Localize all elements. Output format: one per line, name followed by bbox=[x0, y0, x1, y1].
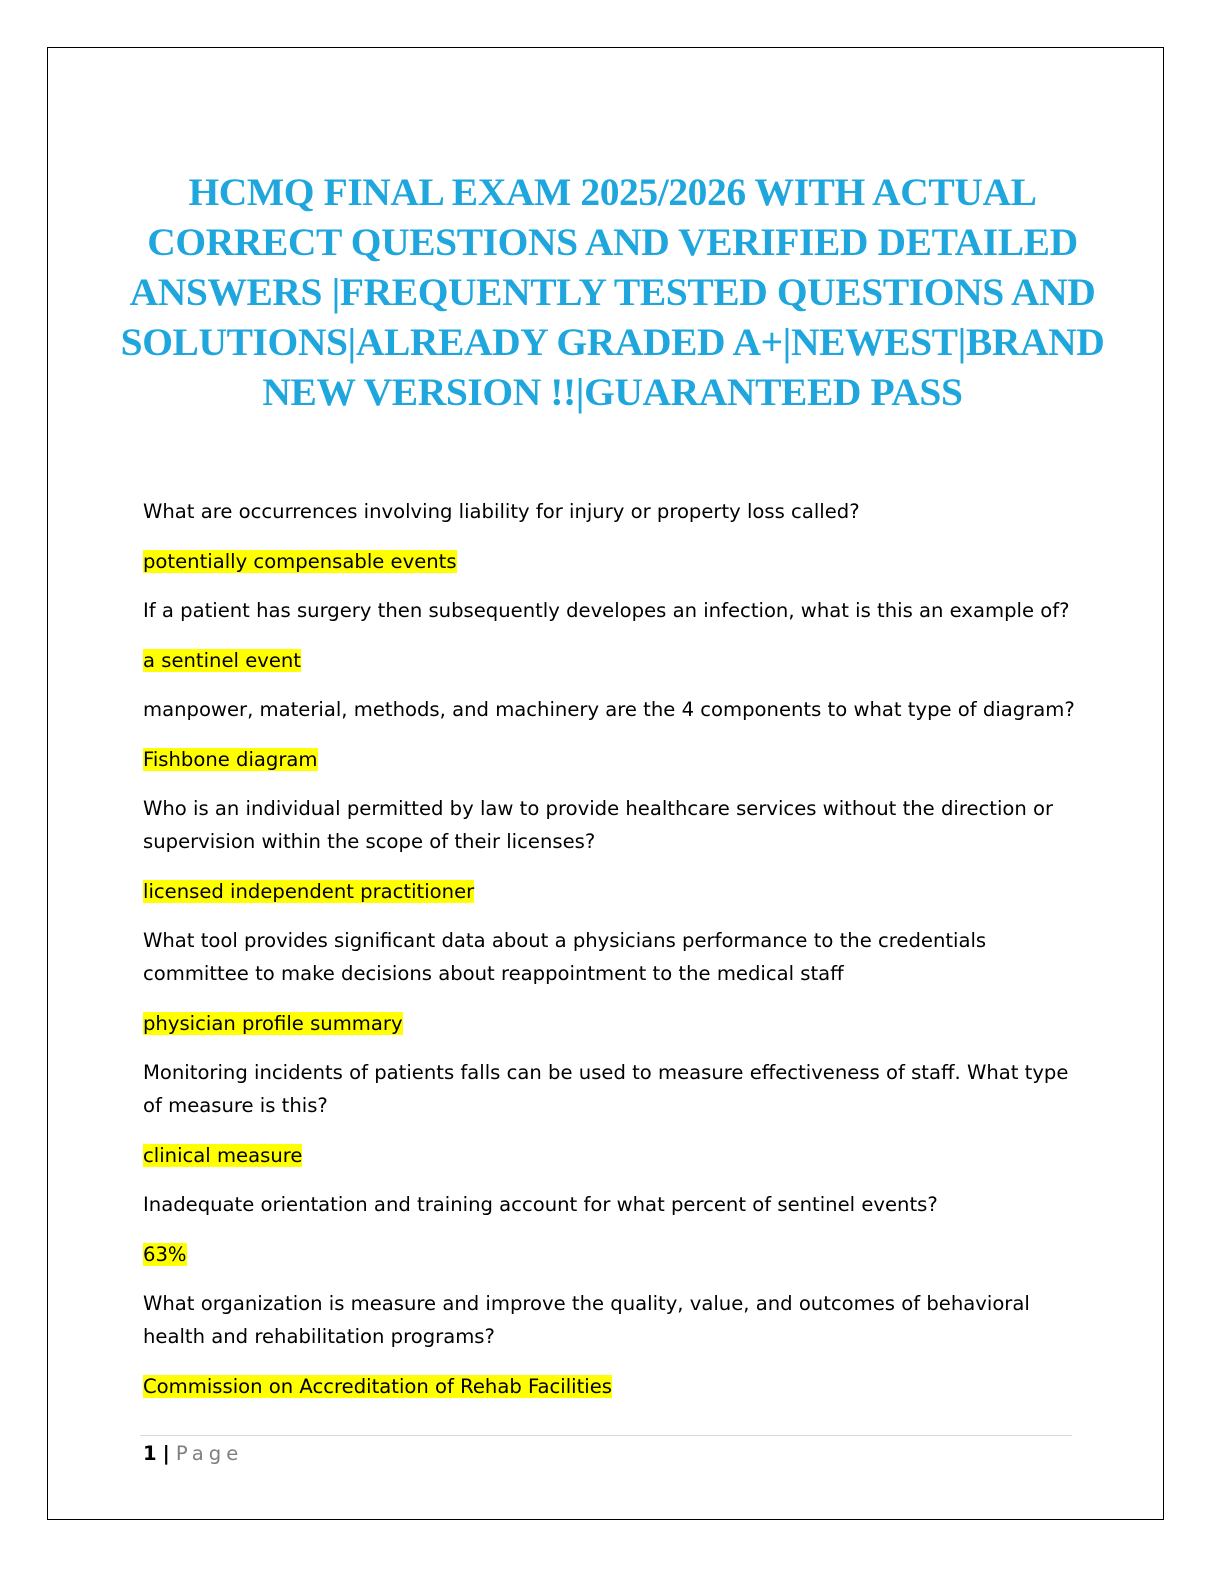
page-footer bbox=[143, 1440, 243, 1468]
answer-3 bbox=[143, 743, 1078, 776]
answer-2-highlight: a sentinel event bbox=[143, 648, 301, 672]
answer-1-highlight: potentially compensable events bbox=[143, 549, 457, 573]
page-number: 1 bbox=[143, 1442, 157, 1465]
answer-6-highlight: clinical measure bbox=[143, 1143, 303, 1167]
question-6: Monitoring incidents of patients falls can be used to measure effectiveness of staff. What type of measure is this? bbox=[143, 1061, 1069, 1117]
answer-5-highlight: physician profile summary bbox=[143, 1011, 403, 1035]
footer-separator: | bbox=[162, 1442, 170, 1465]
answer-4 bbox=[143, 875, 1078, 908]
question-8: What organization is measure and improve the quality, value, and outcomes of behavioral health and rehabilitation programs? bbox=[143, 1292, 1030, 1348]
question-3: manpower, material, methods, and machinery are the 4 components to what type of diagram? bbox=[143, 698, 1075, 721]
question-1: What are occurrences involving liability for injury or property loss called? bbox=[143, 500, 860, 523]
question-2: If a patient has surgery then subsequently developes an infection, what is this an example of? bbox=[143, 599, 1070, 622]
answer-4-highlight: licensed independent practitioner bbox=[143, 879, 475, 903]
qa-list bbox=[143, 495, 1078, 1419]
question-5: What tool provides significant data about a physicians performance to the credentials committee to make decisions about reappointment to the medical staff bbox=[143, 929, 987, 985]
document-title: HCMQ FINAL EXAM 2025/2026 WITH ACTUAL CORRECT QUESTIONS AND VERIFIED DETAILED ANSWERS |FREQUENTLY TESTED QUESTIONS AND SOLUTIONS|ALREADY GRADED A+|NEWEST|BRAND NEW VERSION !!|GUARANTEED PASS bbox=[120, 170, 1105, 414]
answer-7-highlight: 63% bbox=[143, 1242, 187, 1266]
question-4: Who is an individual permitted by law to provide healthcare services without the direction or supervision within the scope of their licenses? bbox=[143, 797, 1054, 853]
answer-7 bbox=[143, 1238, 1078, 1271]
answer-8-highlight: Commission on Accreditation of Rehab Facilities bbox=[143, 1374, 612, 1398]
answer-5 bbox=[143, 1007, 1078, 1040]
answer-2 bbox=[143, 644, 1078, 677]
answer-3-highlight: Fishbone diagram bbox=[143, 747, 318, 771]
answer-8 bbox=[143, 1370, 1078, 1403]
footer-divider bbox=[140, 1435, 1072, 1436]
page-label: Page bbox=[175, 1442, 244, 1465]
answer-6 bbox=[143, 1139, 1078, 1172]
question-7: Inadequate orientation and training account for what percent of sentinel events? bbox=[143, 1193, 938, 1216]
answer-1 bbox=[143, 545, 1078, 578]
